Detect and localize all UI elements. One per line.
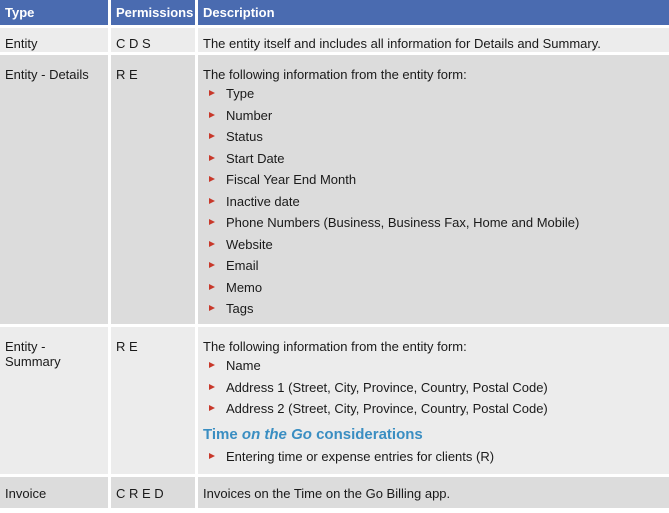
type-cell: Entity - Details: [0, 55, 108, 324]
list-item: [209, 172, 664, 194]
arrow-bullet-icon: [209, 453, 215, 459]
list-item-label: Inactive date: [226, 193, 300, 209]
type-cell: Entity - Summary: [0, 327, 108, 474]
list-item: [209, 129, 664, 151]
permissions-cell: R E: [111, 327, 195, 474]
description-intro: The following information from the entity form:: [203, 67, 467, 82]
table-row: [0, 55, 669, 324]
list-item: [209, 380, 664, 402]
type-cell: Invoice: [0, 477, 108, 508]
summary-list: [203, 358, 664, 423]
description-cell: The entity itself and includes all information for Details and Summary.: [198, 28, 669, 52]
list-item-label: Status: [226, 129, 263, 144]
table-row: [0, 477, 669, 508]
heading-text-start: Time: [203, 425, 242, 443]
list-item: [209, 108, 664, 130]
list-item-label: Address 1 (Street, City, Province, Country, Postal Code): [226, 379, 548, 395]
list-item-label: Name: [226, 358, 261, 373]
table-row: [0, 28, 669, 52]
list-item-label: Fiscal Year End Month: [226, 172, 357, 187]
list-item: [209, 301, 664, 323]
table-row: [0, 327, 669, 474]
arrow-bullet-icon: [209, 176, 215, 182]
header-row: [0, 0, 669, 25]
list-item-label: Email: [226, 258, 259, 273]
arrow-bullet-icon: [209, 241, 215, 247]
list-item-label: Entering time or expense entries for clients (R): [226, 448, 495, 464]
considerations-heading: [203, 426, 664, 444]
list-item: [209, 151, 664, 173]
arrow-bullet-icon: [209, 262, 215, 268]
arrow-bullet-icon: [209, 305, 215, 311]
list-item: [209, 215, 664, 237]
heading-text-italic: on the Go: [241, 425, 312, 443]
arrow-bullet-icon: [209, 155, 215, 161]
type-cell: Entity: [0, 28, 108, 52]
arrow-bullet-icon: [209, 90, 215, 96]
list-item: [209, 449, 664, 471]
arrow-bullet-icon: [209, 362, 215, 368]
list-item: [209, 194, 664, 216]
header-type: Type: [0, 0, 108, 25]
arrow-bullet-icon: [209, 133, 215, 139]
arrow-bullet-icon: [209, 405, 215, 411]
list-item: [209, 86, 664, 108]
arrow-bullet-icon: [209, 198, 215, 204]
description-cell: Invoices on the Time on the Go Billing app.: [198, 477, 669, 508]
list-item-label: Memo: [226, 279, 263, 295]
list-item-label: Tags: [226, 301, 254, 316]
description-cell: [198, 327, 669, 474]
permissions-cell: C R E D: [111, 477, 195, 508]
considerations-list: [203, 449, 664, 471]
arrow-bullet-icon: [209, 112, 215, 118]
list-item-label: Start Date: [226, 150, 285, 166]
permissions-cell: R E: [111, 55, 195, 324]
arrow-bullet-icon: [209, 219, 215, 225]
list-item: [209, 401, 664, 423]
list-item: [209, 280, 664, 302]
list-item-label: Website: [226, 236, 273, 252]
header-description: Description: [198, 0, 669, 25]
heading-text-end: considerations: [311, 425, 423, 443]
description-intro: The following information from the entity form:: [203, 339, 467, 354]
list-item: [209, 258, 664, 280]
list-item-label: Phone Numbers (Business, Business Fax, Home and Mobile): [226, 215, 580, 230]
arrow-bullet-icon: [209, 284, 215, 290]
list-item-label: Type: [226, 86, 255, 101]
list-item: [209, 237, 664, 259]
header-permissions: Permissions: [111, 0, 195, 25]
permissions-cell: C D S: [111, 28, 195, 52]
details-list: [203, 86, 664, 323]
list-item-label: Address 2 (Street, City, Province, Country, Postal Code): [226, 401, 548, 416]
list-item-label: Number: [226, 107, 273, 123]
list-item: [209, 358, 664, 380]
description-cell: [198, 55, 669, 324]
arrow-bullet-icon: [209, 384, 215, 390]
